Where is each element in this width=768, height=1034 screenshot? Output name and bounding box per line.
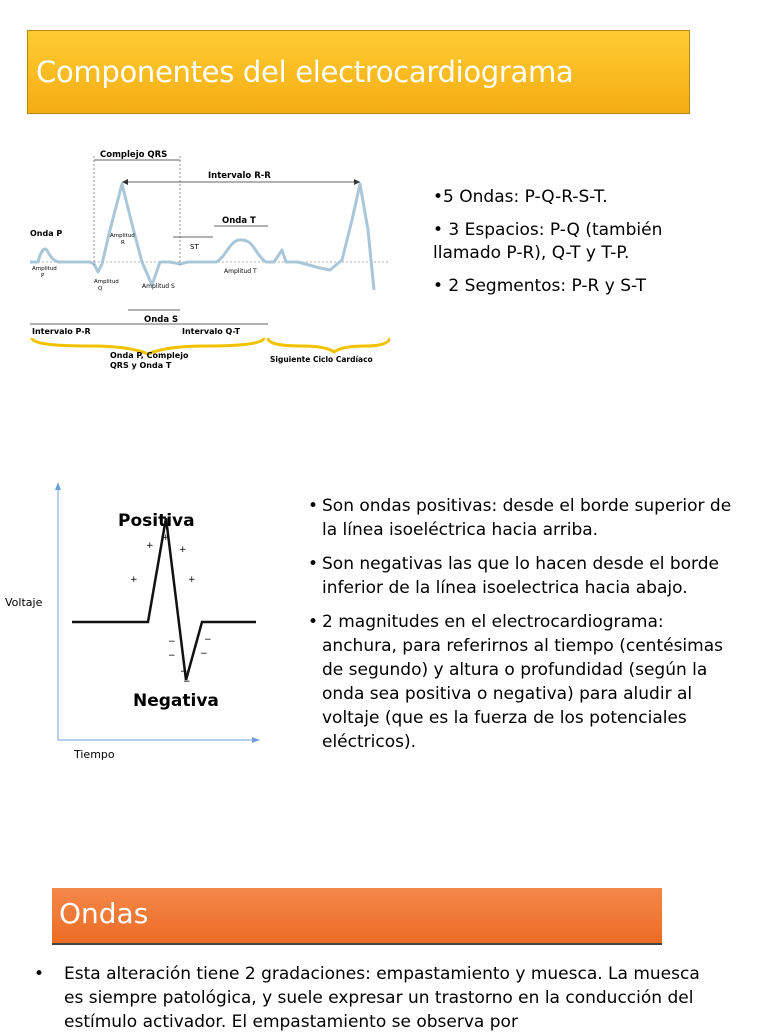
label-siguiente-ciclo: Siguiente Ciclo Cardíaco [270, 355, 373, 364]
ecg-diagram [30, 140, 390, 380]
svg-text:+: + [188, 575, 196, 585]
label-negativa: Negativa [133, 691, 219, 711]
bullet-segmentos: • 2 Segmentos: P-R y S-T [433, 276, 646, 296]
svg-text:R: R [121, 240, 125, 246]
label-st: ST [190, 243, 199, 251]
label-amplitud-q: Amplitud [94, 279, 119, 285]
label-amplitud-s: Amplitud S [142, 283, 175, 290]
svg-text:+: + [162, 533, 170, 543]
svg-text:+: + [179, 545, 187, 555]
ondas-paragraph: Esta alteración tiene 2 gradaciones: empastamiento y muesca. La muesca es siempre patológica, y suele expresar un trastorno en la conducción del estímulo activador. El empastamiento se observa por [64, 964, 700, 1032]
svg-text:−: − [183, 677, 191, 687]
list-item: • Son ondas positivas: desde el borde superior de la línea isoeléctrica hacia arriba. [308, 496, 732, 540]
ondas-text: • Esta alteración tiene 2 gradaciones: empastamiento y muesca. La muesca es siempre patológica, y suele expresar un trastorno en la conducción del estímulo activador. El empastamiento se observa por [34, 962, 714, 1034]
svg-text:P: P [41, 273, 45, 279]
polarity-list [308, 494, 738, 764]
label-intervalo-rr: Intervalo R-R [208, 171, 271, 181]
svg-text:−: − [168, 637, 176, 647]
label-tiempo: Tiempo [74, 748, 115, 761]
components-list [433, 186, 723, 308]
svg-text:−: − [168, 651, 176, 661]
label-amplitud-t: Amplitud T [224, 268, 257, 275]
wave-polarity-diagram [0, 478, 290, 778]
label-onda-t: Onda T [222, 216, 256, 226]
svg-text:−: − [180, 667, 188, 677]
ondas-title: Ondas [59, 897, 149, 930]
svg-text:−: − [200, 649, 208, 659]
label-brace-1: Onda P, Complejo [110, 351, 189, 360]
list-item: • Son negativas las que lo hacen desde el borde inferior de la línea isoelectrica hacia abajo. [308, 554, 719, 598]
label-intervalo-pr: Intervalo P-R [32, 327, 91, 336]
ondas-title-bar [52, 888, 662, 945]
label-amplitud-p: Amplitud [32, 266, 57, 272]
bullet-espacios: • 3 Espacios: P-Q (también llamado P-R), Q-T y T-P. [433, 220, 663, 263]
bullet-ondas: •5 Ondas: P-Q-R-S-T. [433, 187, 608, 207]
list-item: • 2 magnitudes en el electrocardiograma: anchura, para referirnos al tiempo (centésimas de segundo) y altura o profundidad (según la onda sea positiva o negativa) para aludir al voltaje (que es la fuerza de los potenciales eléctricos). [308, 612, 723, 752]
label-voltaje: Voltaje [5, 596, 43, 609]
label-complejo-qrs: Complejo QRS [100, 150, 168, 160]
slide-title: Componentes del electrocardiograma [36, 55, 574, 89]
svg-text:+: + [130, 575, 138, 585]
label-positiva: Positiva [118, 511, 195, 531]
svg-text:QRS y Onda T: QRS y Onda T [110, 361, 172, 370]
svg-text:Q: Q [98, 286, 103, 292]
svg-text:−: − [204, 635, 212, 645]
label-onda-p: Onda P [30, 229, 63, 238]
label-onda-s: Onda S [144, 315, 179, 325]
svg-text:+: + [146, 541, 154, 551]
label-amplitud-r: Amplitud [110, 233, 135, 239]
slide-title-bar [27, 30, 690, 114]
label-intervalo-qt: Intervalo Q-T [182, 327, 241, 336]
